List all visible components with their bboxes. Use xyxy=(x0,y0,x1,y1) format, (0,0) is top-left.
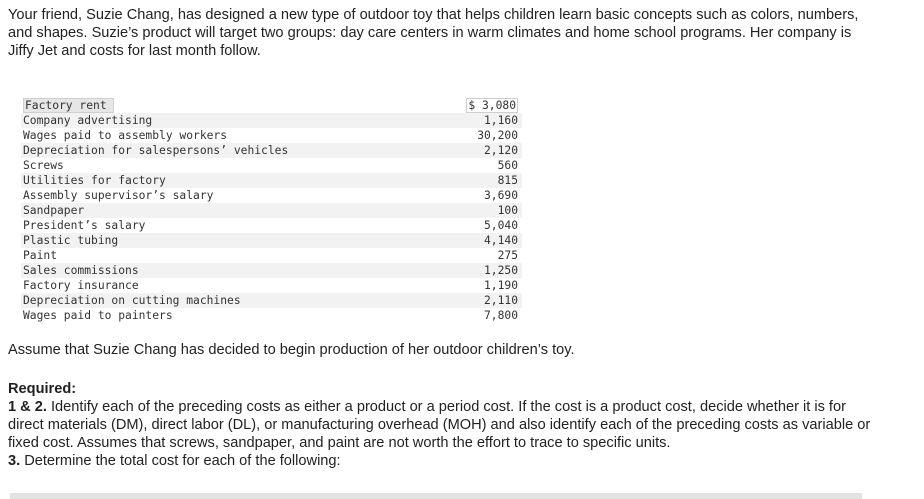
cost-value: 3,690 xyxy=(483,189,518,202)
answer-table-header xyxy=(10,493,862,499)
cost-row xyxy=(21,308,522,323)
cost-label: Plastic tubing xyxy=(23,234,119,247)
cost-row xyxy=(21,188,522,203)
cost-label: Company advertising xyxy=(23,114,153,127)
requirement-1-2-text: direct materials (DM), direct labor (DL), or manufacturing overhead (MOH) and also identify each of the preceding costs as variable or xyxy=(8,417,871,433)
requirement-1-2-text: Identify each of the preceding costs as either a product or a period cost. If the cost is a product cost, decide whether it is for xyxy=(46,399,846,415)
required-section xyxy=(8,380,924,470)
cost-label: Sandpaper xyxy=(23,204,85,217)
cost-row xyxy=(21,218,522,233)
cost-value: 2,120 xyxy=(483,144,518,157)
cost-row xyxy=(21,128,522,143)
cost-row xyxy=(21,263,522,278)
cost-value: $ 3,080 xyxy=(468,99,516,112)
cost-value: 1,160 xyxy=(483,114,518,127)
requirement-3-text: Determine the total cost for each of the following: xyxy=(20,453,341,469)
cost-label: Paint xyxy=(23,249,58,262)
requirement-1-2 xyxy=(8,398,924,416)
cost-value: 1,250 xyxy=(483,264,518,277)
cost-row xyxy=(21,248,522,263)
cost-label: Sales commissions xyxy=(23,264,139,277)
cost-label: Depreciation on cutting machines xyxy=(23,294,241,307)
assumption-text: Assume that Suzie Chang has decided to begin production of her outdoor children’s toy. xyxy=(8,342,575,358)
cost-row xyxy=(21,98,522,113)
cost-value: 30,200 xyxy=(477,129,518,142)
cost-value: 560 xyxy=(497,159,518,172)
intro-line: and shapes. Suzie’s product will target two groups: day care centers in warm climates and home school programs. Her company is xyxy=(8,25,852,42)
cost-value: 2,110 xyxy=(483,294,518,307)
cost-row xyxy=(21,173,522,188)
cost-row xyxy=(21,293,522,308)
cost-label: Wages paid to assembly workers xyxy=(23,129,228,142)
cost-label: Factory rent xyxy=(21,98,458,113)
cost-row xyxy=(21,113,522,128)
cost-label: Depreciation for salespersons’ vehicles xyxy=(23,144,289,157)
cost-row xyxy=(21,203,522,218)
cost-row xyxy=(21,233,522,248)
cost-label: President’s salary xyxy=(23,219,146,232)
problem-intro xyxy=(8,6,920,61)
cost-label: Screws xyxy=(23,159,64,172)
cost-value: 275 xyxy=(497,249,518,262)
cost-value: 100 xyxy=(497,204,518,217)
cost-value: 7,800 xyxy=(483,309,518,322)
cost-value: 5,040 xyxy=(483,219,518,232)
intro-line: Jiffy Jet and costs for last month follow. xyxy=(8,43,261,60)
cost-label: Wages paid to painters xyxy=(23,309,173,322)
cost-value: 4,140 xyxy=(483,234,518,247)
cost-table xyxy=(21,98,522,323)
requirement-1-2-text: fixed cost. Assumes that screws, sandpaper, and paint are not worth the effort to trace to specific units. xyxy=(8,435,671,451)
cost-label: Assembly supervisor’s salary xyxy=(23,189,214,202)
required-heading: Required: xyxy=(8,381,77,397)
cost-value: 1,190 xyxy=(483,279,518,292)
intro-line: Your friend, Suzie Chang, has designed a new type of outdoor toy that helps children learn basic concepts such as colors, numbers, xyxy=(8,7,859,23)
requirement-3 xyxy=(8,452,924,470)
cost-label: Factory insurance xyxy=(23,279,139,292)
cost-value: 815 xyxy=(497,174,518,187)
requirement-1-2-number: 1 & 2. xyxy=(8,399,47,415)
cost-label: Utilities for factory xyxy=(23,174,166,187)
cost-row xyxy=(21,158,522,173)
cost-row xyxy=(21,143,522,158)
requirement-3-number: 3. xyxy=(8,453,21,469)
cost-row xyxy=(21,278,522,293)
